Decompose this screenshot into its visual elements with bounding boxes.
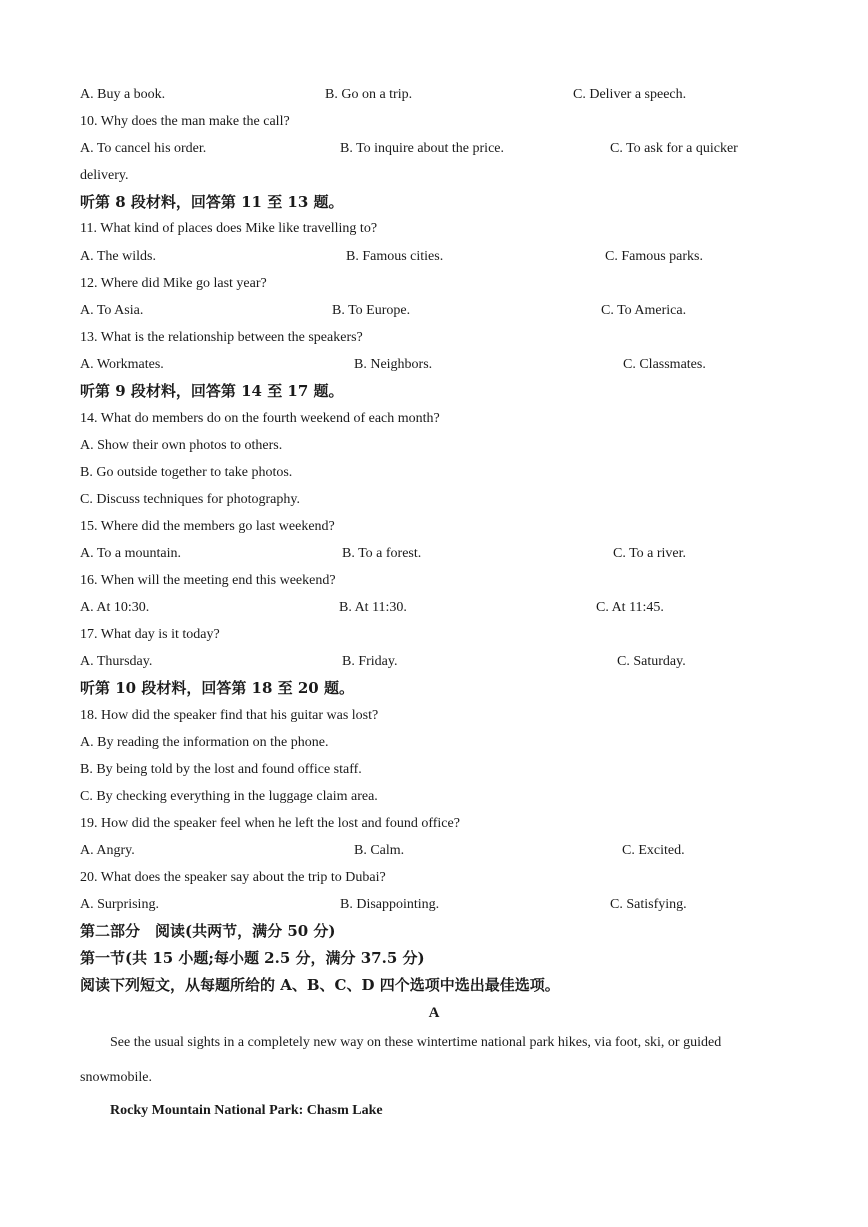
q17-option-a: A. Thursday.: [80, 654, 153, 669]
q16-option-c: C. At 11:45.: [596, 600, 664, 615]
q11-option-a: A. The wilds.: [80, 249, 156, 264]
q15-stem: 15. Where did the members go last weekend?: [80, 519, 335, 534]
q17-stem: 17. What day is it today?: [80, 627, 220, 642]
q9-option-a: A. Buy a book.: [80, 87, 166, 102]
q12-option-b: B. To Europe.: [332, 303, 411, 318]
q19-option-a: A. Angry.: [80, 843, 135, 858]
q10-option-c-continuation: delivery.: [80, 168, 129, 183]
q19-option-c: C. Excited.: [622, 843, 685, 858]
section8-heading: 听第 8 段材料，回答第 11 至 13 题。: [80, 193, 344, 211]
q11-option-c: C. Famous parks.: [605, 249, 703, 264]
q19-option-b: B. Calm.: [354, 843, 405, 858]
q18-stem: 18. How did the speaker find that his guitar was lost?: [80, 708, 379, 723]
q16-stem: 16. When will the meeting end this weekend?: [80, 573, 336, 588]
q16-option-a: A. At 10:30.: [80, 600, 150, 615]
q14-option-b: B. Go outside together to take photos.: [80, 465, 293, 480]
passage-a-subheading: Rocky Mountain National Park: Chasm Lake: [110, 1103, 383, 1118]
q17-option-b: B. Friday.: [342, 654, 398, 669]
passage-a-intro-line1: See the usual sights in a completely new way on these wintertime national park hikes, via foot, ski, or guided: [110, 1035, 722, 1050]
q19-stem: 19. How did the speaker feel when he left the lost and found office?: [80, 816, 460, 831]
q13-stem: 13. What is the relationship between the speakers?: [80, 330, 363, 345]
reading-instruction: 阅读下列短文，从每题所给的 A、B、C、D 四个选项中选出最佳选项。: [80, 976, 560, 994]
q12-option-a: A. To Asia.: [80, 303, 144, 318]
q10-option-a: A. To cancel his order.: [80, 141, 207, 156]
q20-stem: 20. What does the speaker say about the trip to Dubai?: [80, 870, 386, 885]
q20-option-a: A. Surprising.: [80, 897, 159, 912]
q10-option-b: B. To inquire about the price.: [340, 141, 505, 156]
q20-option-c: C. Satisfying.: [610, 897, 687, 912]
q11-stem: 11. What kind of places does Mike like travelling to?: [80, 221, 378, 236]
q13-option-a: A. Workmates.: [80, 357, 164, 372]
q20-option-b: B. Disappointing.: [340, 897, 440, 912]
q14-option-a: A. Show their own photos to others.: [80, 438, 283, 453]
q15-option-b: B. To a forest.: [342, 546, 422, 561]
q17-option-c: C. Saturday.: [617, 654, 686, 669]
q11-option-b: B. Famous cities.: [346, 249, 444, 264]
section10-heading: 听第 10 段材料，回答第 18 至 20 题。: [80, 679, 354, 697]
q10-option-c: C. To ask for a quicker: [610, 141, 738, 156]
q9-option-c: C. Deliver a speech.: [573, 87, 687, 102]
q10-stem: 10. Why does the man make the call?: [80, 114, 290, 129]
q16-option-b: B. At 11:30.: [339, 600, 407, 615]
section9-heading: 听第 9 段材料，回答第 14 至 17 题。: [80, 382, 344, 400]
part2-heading: 第二部分 阅读(共两节，满分 50 分): [80, 922, 336, 940]
q12-option-c: C. To America.: [601, 303, 687, 318]
q13-option-b: B. Neighbors.: [354, 357, 433, 372]
q9-option-b: B. Go on a trip.: [325, 87, 413, 102]
q12-stem: 12. Where did Mike go last year?: [80, 276, 267, 291]
q15-option-c: C. To a river.: [613, 546, 687, 561]
q18-option-b: B. By being told by the lost and found office staff.: [80, 762, 362, 777]
part2-section1-heading: 第一节(共 15 小题;每小题 2.5 分，满分 37.5 分): [80, 949, 425, 967]
q18-option-a: A. By reading the information on the phone.: [80, 735, 329, 750]
q15-option-a: A. To a mountain.: [80, 546, 182, 561]
q14-stem: 14. What do members do on the fourth weekend of each month?: [80, 411, 440, 426]
q18-option-c: C. By checking everything in the luggage claim area.: [80, 789, 378, 804]
passage-a-label: A: [428, 1005, 440, 1021]
q13-option-c: C. Classmates.: [623, 357, 706, 372]
q14-option-c: C. Discuss techniques for photography.: [80, 492, 300, 507]
passage-a-intro-line2: snowmobile.: [80, 1070, 152, 1085]
